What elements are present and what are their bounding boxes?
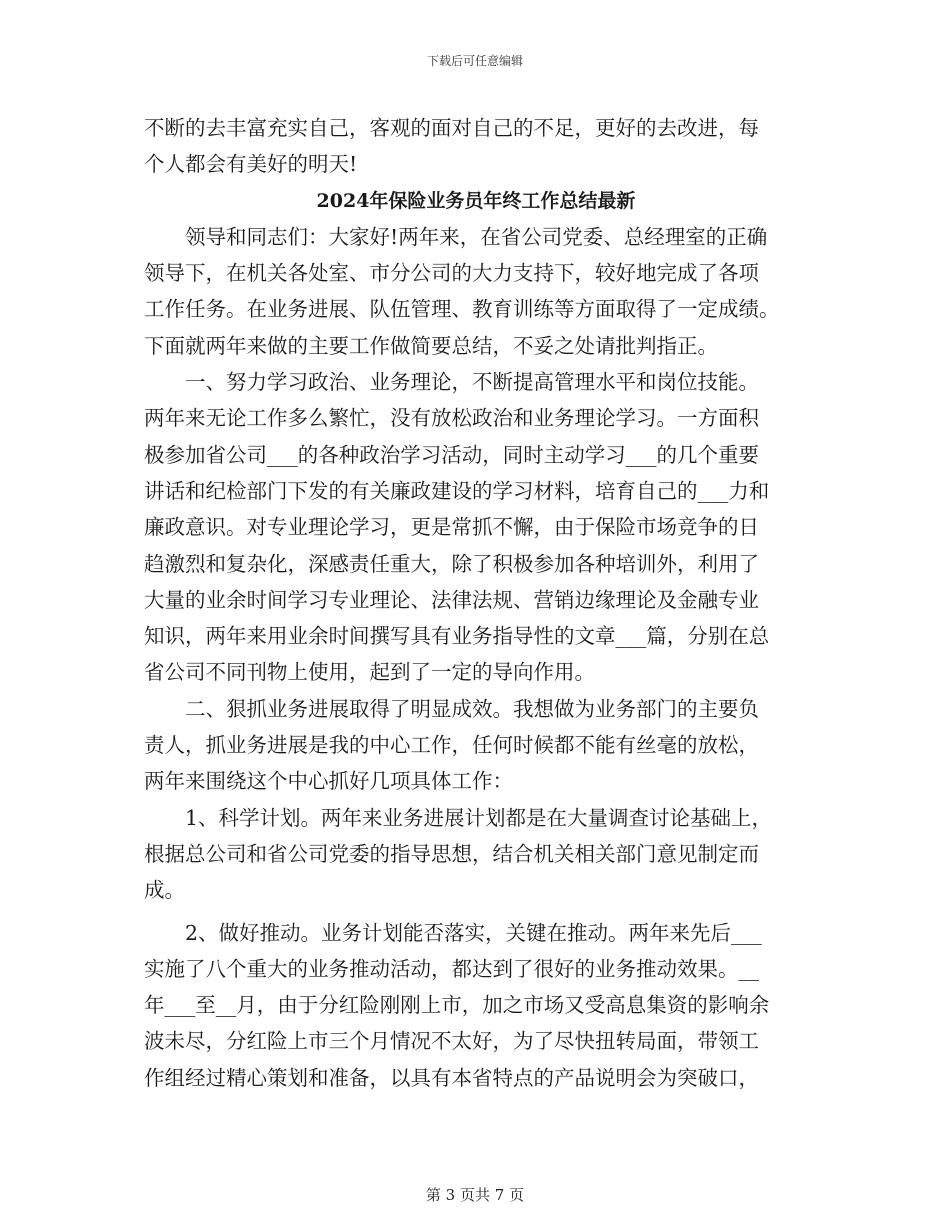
text-line: 工作任务。在业务进展、队伍管理、教育训练等方面取得了一定成绩。 [144,297,780,322]
text-line: 领导和同志们：大家好!两年来，在省公司党委、总经理室的正确 [185,224,768,249]
page-footer: 第 3 页共 7 页 [425,1186,525,1204]
text-line: 知识，两年来用业余时间撰写具有业务指导性的文章___篇，分别在总 [144,624,770,649]
paragraph-section-1 [144,364,808,691]
continued-paragraph [144,110,808,183]
text-line: 成。 [144,878,185,903]
text-line: 两年来无论工作多么繁忙，没有放松政治和业务理论学习。一方面积 [144,406,759,431]
text-line: 根据总公司和省公司党委的指导思想，结合机关相关部门意见制定而 [144,841,759,866]
document-body [144,110,808,1096]
text-line: 2、做好推动。业务计划能否落实，关键在推动。两年来先后___ [185,920,762,945]
text-line: 省公司不同刊物上使用，起到了一定的导向作用。 [144,660,595,685]
text-line: 二、狠抓业务进展取得了明显成效。我想做为业务部门的主要负 [185,696,759,721]
text-line: 大量的业余时间学习专业理论、法律法规、营销边缘理论及金融专业 [144,587,759,612]
text-line: 讲话和纪检部门下发的有关廉政建设的学习材料，培育自己的___力和 [144,478,770,503]
page-header: 下载后可任意编辑 [426,54,523,68]
text-line: 责人，抓业务进展是我的中心工作，任何时候都不能有丝毫的放松， [144,733,759,758]
text-line: 趋激烈和复杂化，深感责任重大，除了积极参加各种培训外，利用了 [144,551,759,576]
text-line: 领导下，在机关各处室、市分公司的大力支持下，较好地完成了各项 [144,261,759,286]
text-line: 廉政意识。对专业理论学习，更是常抓不懈，由于保险市场竞争的日 [144,515,759,540]
text-line: 年___至__月，由于分红险刚刚上市，加之市场又受高息集资的影响余 [144,993,770,1018]
paragraph-item-2 [144,915,808,1096]
text-line: 作组经过精心策划和准备，以具有本省特点的产品说明会为突破口， [144,1065,759,1090]
text-line: 波未尽，分红险上市三个月情况不太好，为了尽快扭转局面，带领工 [144,1029,759,1054]
paragraph-section-2 [144,691,808,800]
text-line: 极参加省公司___的各种政治学习活动，同时主动学习___的几个重要 [144,442,759,467]
text-line: 个人都会有美好的明天! [144,152,358,177]
text-line: 不断的去丰富充实自己，客观的面对自己的不足，更好的去改进，每 [144,116,759,140]
text-line: 实施了八个重大的业务推动活动，都达到了很好的业务推动效果。__ [144,956,759,981]
text-line: 下面就两年来做的主要工作做简要总结，不妥之处请批判指正。 [144,333,718,358]
text-line: 1、科学计划。两年来业务进展计划都是在大量调查讨论基础上， [185,805,773,830]
text-line: 一、努力学习政治、业务理论，不断提高管理水平和岗位技能。 [185,370,759,395]
paragraph-item-1 [144,800,808,909]
paragraph-intro [144,219,808,364]
text-line: 两年来围绕这个中心抓好几项具体工作： [144,769,513,794]
document-title: 2024年保险业务员年终工作总结最新 [316,189,636,212]
